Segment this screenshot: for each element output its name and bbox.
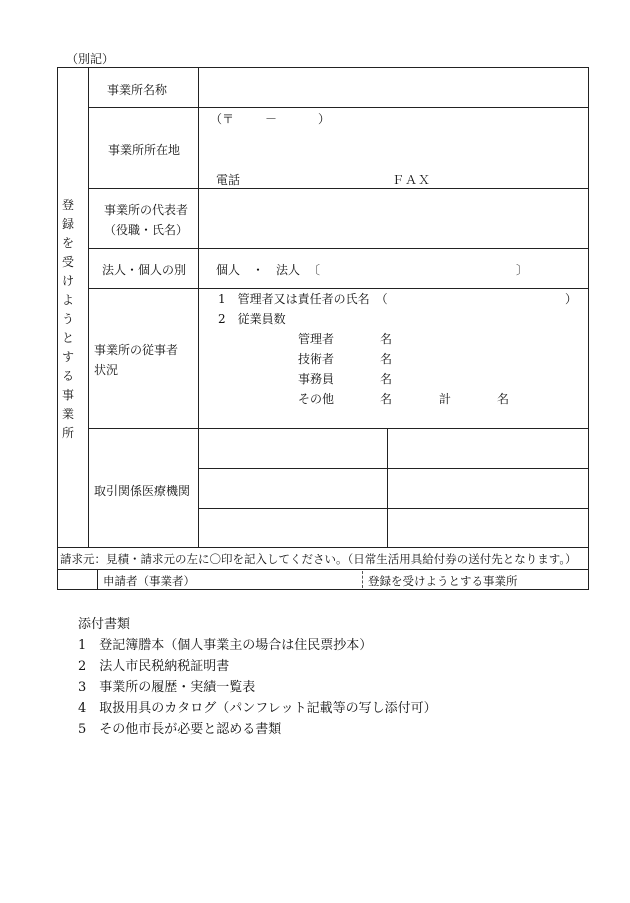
- side-label-char: 事: [61, 388, 74, 402]
- side-label-char: う: [61, 312, 74, 326]
- staff-manager-name-label: 1 管理者又は責任者の氏名 （: [218, 292, 388, 306]
- attachment-item: 5 その他市長が必要と認める書類: [78, 722, 282, 737]
- staff-role-unit: 名: [380, 392, 393, 406]
- entity-name-field[interactable]: [325, 260, 513, 276]
- postal-code-field[interactable]: [236, 110, 316, 126]
- entity-type-label: 法人・個人の別: [102, 263, 187, 277]
- staff-total-unit: 名: [497, 392, 510, 406]
- annex-note: （別記）: [66, 52, 115, 66]
- office-address-label: 事業所所在地: [108, 143, 181, 157]
- representative-label: 事業所の代表者: [104, 203, 189, 217]
- phone-field[interactable]: [245, 170, 385, 186]
- side-label-char: 受: [61, 255, 74, 269]
- medical-field[interactable]: [389, 430, 587, 467]
- staff-status-label: 事業所の従事者: [94, 343, 179, 357]
- entity-type-options[interactable]: 個人 ・ 法人: [216, 263, 301, 277]
- side-label-char: け: [61, 274, 74, 288]
- side-label-char: 所: [61, 426, 74, 440]
- medical-field[interactable]: [200, 470, 386, 507]
- entity-bracket-open: 〔: [308, 263, 321, 277]
- side-label-char: る: [61, 369, 74, 383]
- staff-role-unit: 名: [380, 332, 393, 346]
- staff-status-sublabel: 状況: [94, 363, 119, 377]
- attachments-title: 添付書類: [78, 617, 131, 632]
- attachment-item: 4 取扱用具のカタログ（パンフレット記載等の写し添付可）: [78, 701, 437, 716]
- medical-field[interactable]: [389, 510, 587, 546]
- fax-label: ＦＡＸ: [392, 173, 432, 187]
- staff-role-label: 管理者: [298, 332, 335, 346]
- medical-field[interactable]: [200, 510, 386, 546]
- staff-total-label: 計: [439, 392, 452, 406]
- applicant-mark-field[interactable]: [59, 571, 96, 588]
- representative-sublabel: （役職・氏名）: [104, 223, 189, 237]
- staff-role-label: その他: [298, 392, 335, 406]
- side-label-char: す: [61, 350, 74, 364]
- staff-role-unit: 名: [380, 372, 393, 386]
- staff-role-label: 事務員: [298, 372, 335, 386]
- side-label-char: 登: [61, 198, 74, 212]
- phone-label: 電話: [216, 173, 241, 187]
- manager-name-field[interactable]: [400, 289, 560, 305]
- staff-count-label: 2 従業員数: [218, 312, 286, 326]
- staff-role-label: 技術者: [298, 352, 335, 366]
- medical-field[interactable]: [200, 430, 386, 467]
- postal-close: ）: [318, 112, 331, 126]
- staff-manager-name-close: ）: [565, 292, 578, 306]
- office-name-label: 事業所名称: [107, 83, 168, 97]
- medical-institutions-label: 取引関係医療機関: [94, 484, 191, 498]
- side-label-char: を: [61, 236, 74, 250]
- postal-open: （〒: [210, 112, 235, 126]
- attachment-item: 1 登記簿謄本（個人事業主の場合は住民票抄本）: [78, 638, 373, 653]
- applicant-label: 申請者（事業者）: [103, 574, 195, 588]
- medical-field[interactable]: [389, 470, 587, 507]
- attachment-item: 3 事業所の履歴・実績一覧表: [78, 680, 256, 695]
- side-label-char: 録: [61, 217, 74, 231]
- representative-field[interactable]: [200, 190, 586, 247]
- staff-role-unit: 名: [380, 352, 393, 366]
- side-label-char: 業: [61, 407, 74, 421]
- postal-dash: －: [265, 112, 278, 126]
- side-label-char: と: [61, 331, 74, 345]
- side-label-char: よ: [61, 293, 74, 307]
- registering-office-label: 登録を受けようとする事業所: [368, 574, 518, 588]
- side-label-registering-office: [58, 196, 78, 443]
- fax-field[interactable]: [430, 170, 580, 186]
- billing-instruction: 請求元：見積・請求元の左に〇印を記入してください。（日常生活用具給付券の送付先となります。）: [60, 552, 577, 566]
- office-mark-field[interactable]: [338, 571, 361, 588]
- attachment-item: 2 法人市民税納税証明書: [78, 659, 230, 674]
- entity-bracket-close: 〕: [516, 263, 529, 277]
- office-name-field[interactable]: [200, 69, 586, 106]
